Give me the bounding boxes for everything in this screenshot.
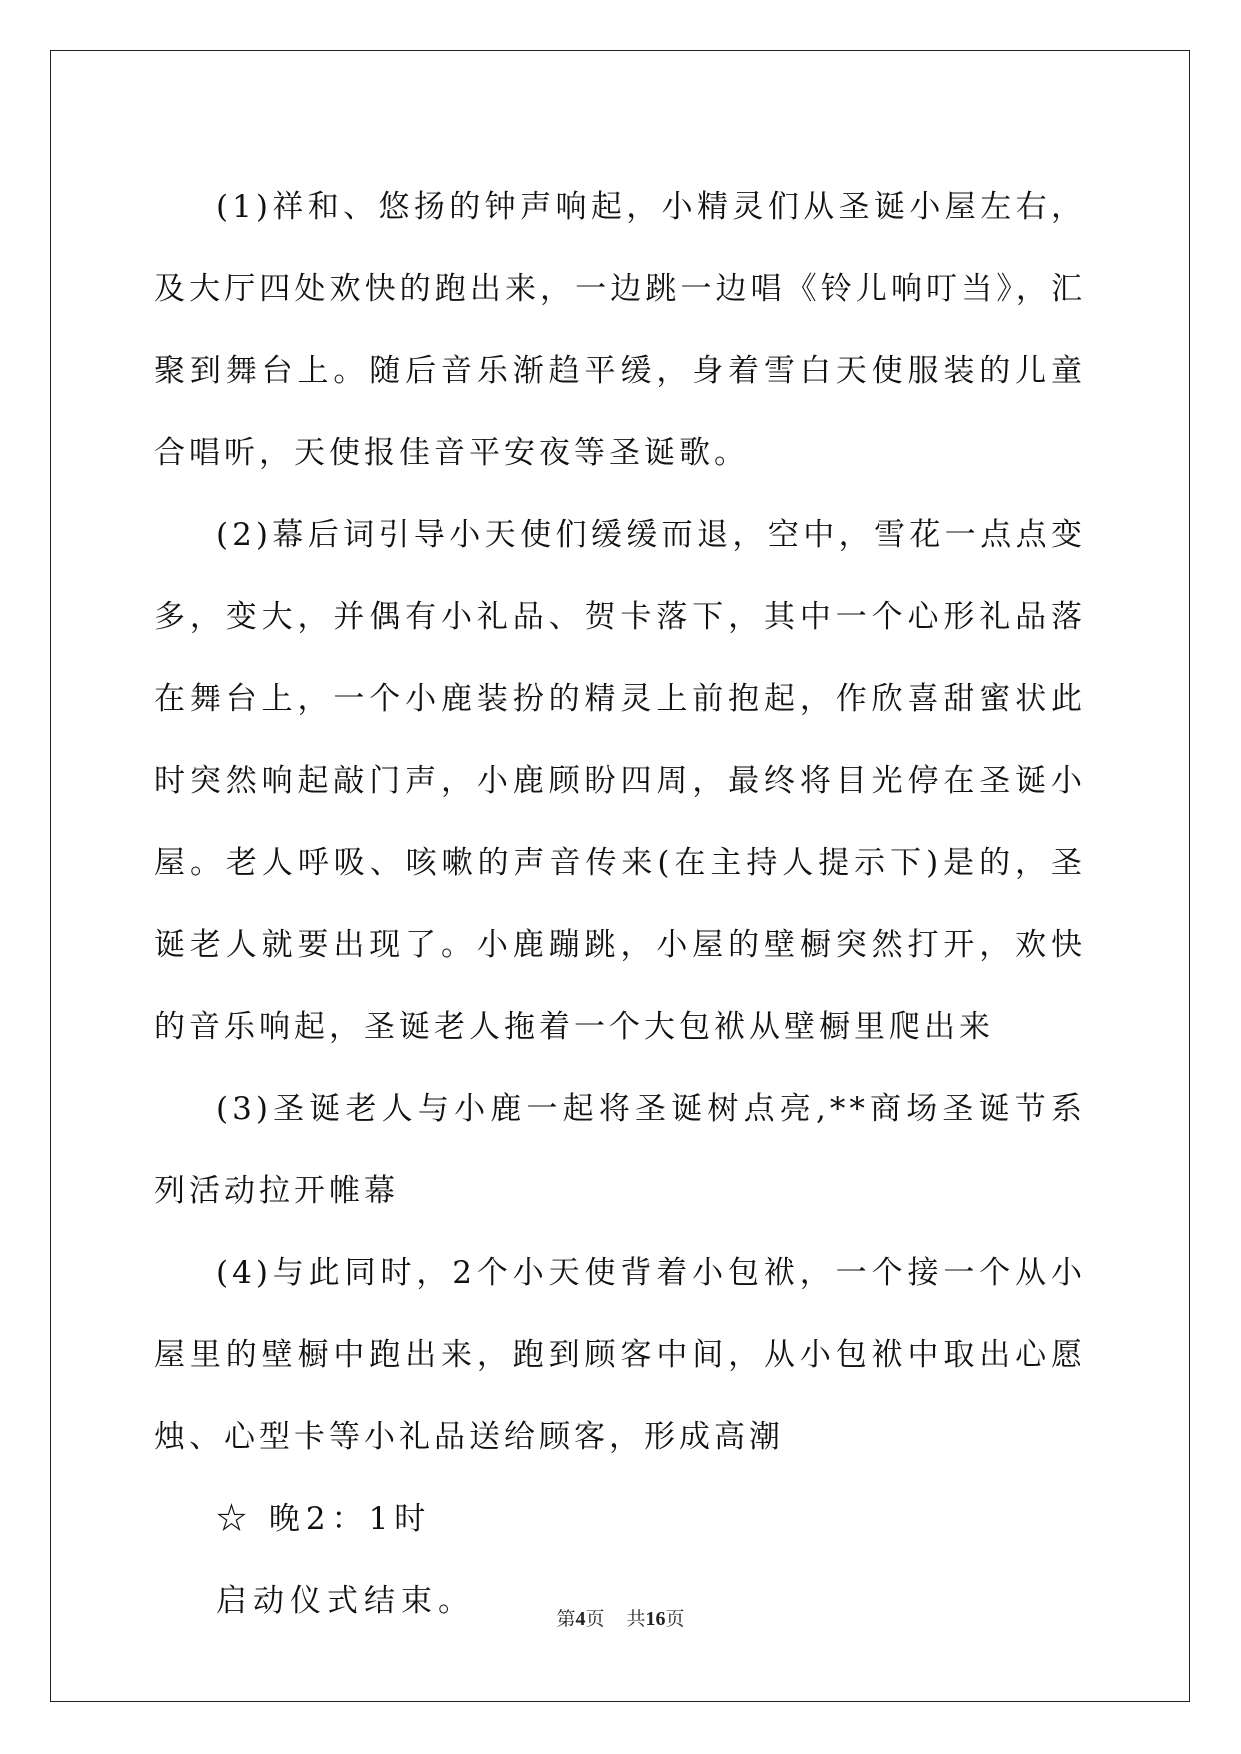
footer-total-prefix: 共 [626,1608,646,1630]
paragraph-1: (1)祥和、悠扬的钟声响起，小精灵们从圣诞小屋左右，及大厅四处欢快的跑出来，一边跳一边唱《铃儿响叮当》，汇聚到舞台上。随后音乐渐趋平缓，身着雪白天使服装的儿童合唱听，天使报佳音平安夜等圣诞歌。 [154,189,1086,471]
time-line: ☆ 晚2：1时 [216,1501,432,1537]
paragraph-4: (4)与此同时，2个小天使背着小包袱，一个接一个从小屋里的壁橱中跑出来，跑到顾客中间，从小包袱中取出心愿烛、心型卡等小礼品送给顾客，形成高潮 [154,1255,1086,1455]
paragraph-3: (3)圣诞老人与小鹿一起将圣诞树点亮,**商场圣诞节系列活动拉开帷幕 [154,1091,1086,1209]
footer-page-number: 4 [575,1608,586,1630]
footer-prefix: 第 [556,1608,576,1630]
document-body [154,166,1086,1642]
footer-total-suffix: 页 [665,1608,685,1630]
footer-total-pages: 16 [645,1608,666,1630]
closing-line: 启动仪式结束。 [216,1583,475,1619]
page-footer [0,1604,1241,1631]
footer-page-suffix: 页 [585,1608,605,1630]
paragraph-2: (2)幕后词引导小天使们缓缓而退，空中，雪花一点点变多，变大，并偶有小礼品、贺卡落下，其中一个心形礼品落在舞台上，一个小鹿装扮的精灵上前抱起，作欣喜甜蜜状此时突然响起敲门声，小鹿顾盼四周，最终将目光停在圣诞小屋。老人呼吸、咳嗽的声音传来(在主持人提示下)是的，圣诞老人就要出现了。小鹿蹦跳，小屋的壁橱突然打开，欢快的音乐响起，圣诞老人拖着一个大包袱从壁橱里爬出来 [154,517,1086,1045]
